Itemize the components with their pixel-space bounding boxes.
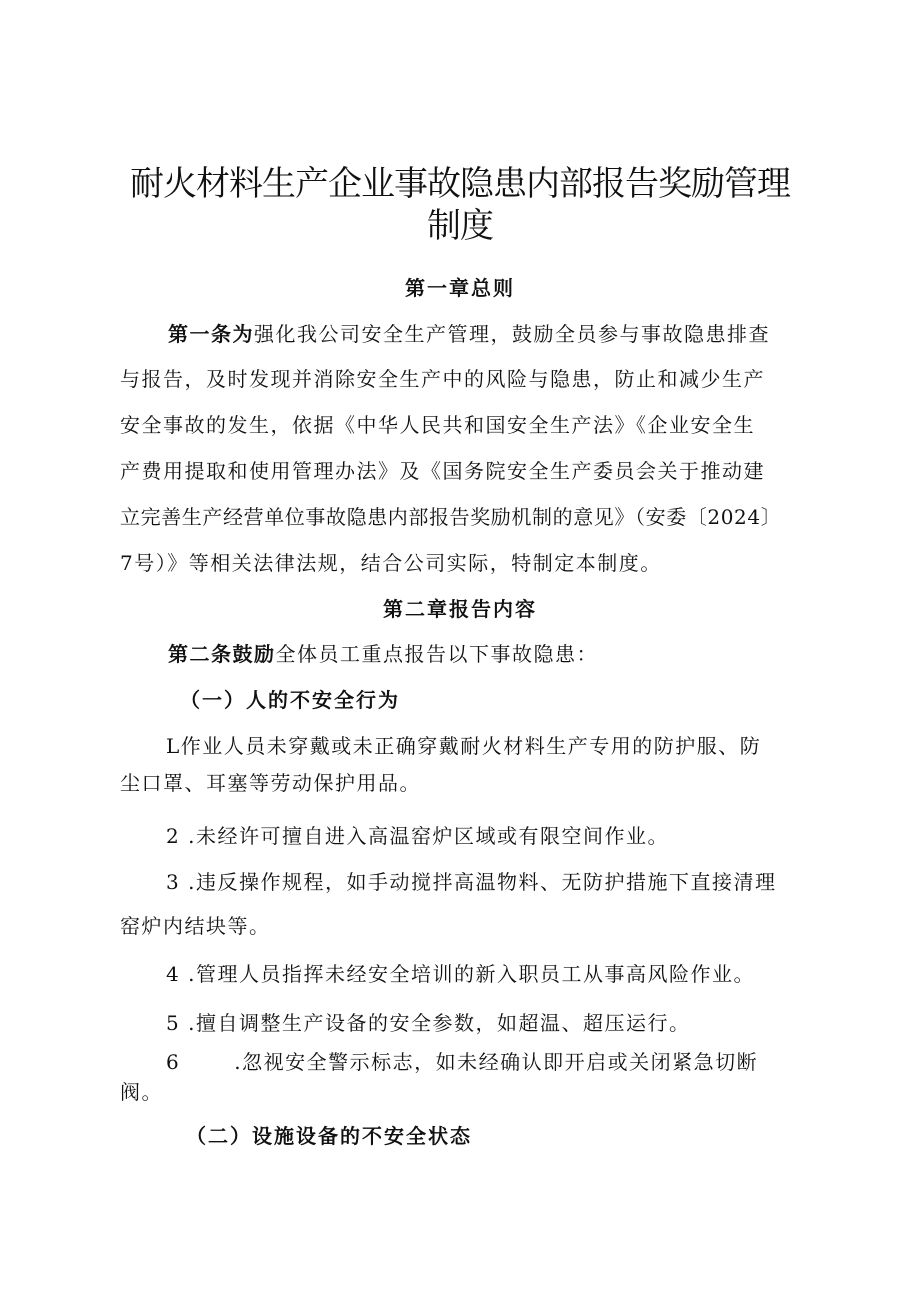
item-3-line-2: 窑炉内结块等。 <box>120 914 271 938</box>
article-1-line-3: 安全事故的发生，依据《中华人民共和国安全生产法》《企业安全生 <box>120 413 755 437</box>
item-4-line: 4 .管理人员指挥未经安全培训的新入职员工从事高风险作业。 <box>166 962 755 986</box>
item-3-number: 3 <box>166 870 181 894</box>
section-2-heading: （二）设施设备的不安全状态 <box>186 1124 472 1148</box>
article-1-label: 第一条为 <box>168 322 254 346</box>
article-1-text: 强化我公司安全生产管理，鼓励全员参与事故隐患排查 <box>254 322 770 346</box>
document-title-line-2: 制度 <box>427 206 493 246</box>
item-5-number: 5 <box>166 1011 181 1035</box>
item-6-line-2: 阀。 <box>120 1080 163 1104</box>
item-1-line-1: L作业人员未穿戴或未正确穿戴耐火材料生产专用的防护服、防 <box>166 734 762 758</box>
article-2-line <box>168 638 598 667</box>
item-2-line: 2 .未经许可擅自进入高温窑炉区域或有限空间作业。 <box>166 824 669 848</box>
item-6-line-1: 6 .忽视安全警示标志，如未经确认即开启或关闭紧急切断 <box>166 1050 759 1074</box>
item-6-number: 6 <box>166 1050 181 1074</box>
document-title-line-1: 耐火材料生产企业事故隐患内部报告奖励管理 <box>130 164 790 204</box>
item-4-number: 4 <box>166 962 181 986</box>
item-2-number: 2 <box>166 824 181 848</box>
article-1-line-5: 立完善生产经营单位事故隐患内部报告奖励机制的意见》（安委〔2024〕 <box>120 505 782 529</box>
article-1-line-4: 产费用提取和使用管理办法》及《国务院安全生产委员会关于推动建 <box>120 459 765 483</box>
article-1-line-1 <box>168 318 770 347</box>
item-5-line: 5 .擅自调整生产设备的安全参数，如超温、超压运行。 <box>166 1011 691 1035</box>
article-1-line-2: 与报告，及时发现并消除安全生产中的风险与隐患，防止和减少生产 <box>120 367 765 391</box>
item-3-line-1: 3 .违反操作规程，如手动搅拌高温物料、无防护措施下直接清理 <box>166 870 777 894</box>
article-2-text: 全体员工重点报告以下事故隐患： <box>275 642 598 666</box>
article-1-line-6: 7号）》等相关法律法规，结合公司实际，特制定本制度。 <box>120 551 662 575</box>
item-1-number: L <box>166 734 181 758</box>
article-2-label: 第二条鼓励 <box>168 642 276 666</box>
section-1-heading: （一）人的不安全行为 <box>180 688 400 712</box>
chapter-1-heading: 第一章总则 <box>405 276 515 300</box>
item-1-line-2: 尘口罩、耳塞等劳动保护用品。 <box>120 771 421 795</box>
chapter-2-heading: 第二章报告内容 <box>383 597 537 621</box>
